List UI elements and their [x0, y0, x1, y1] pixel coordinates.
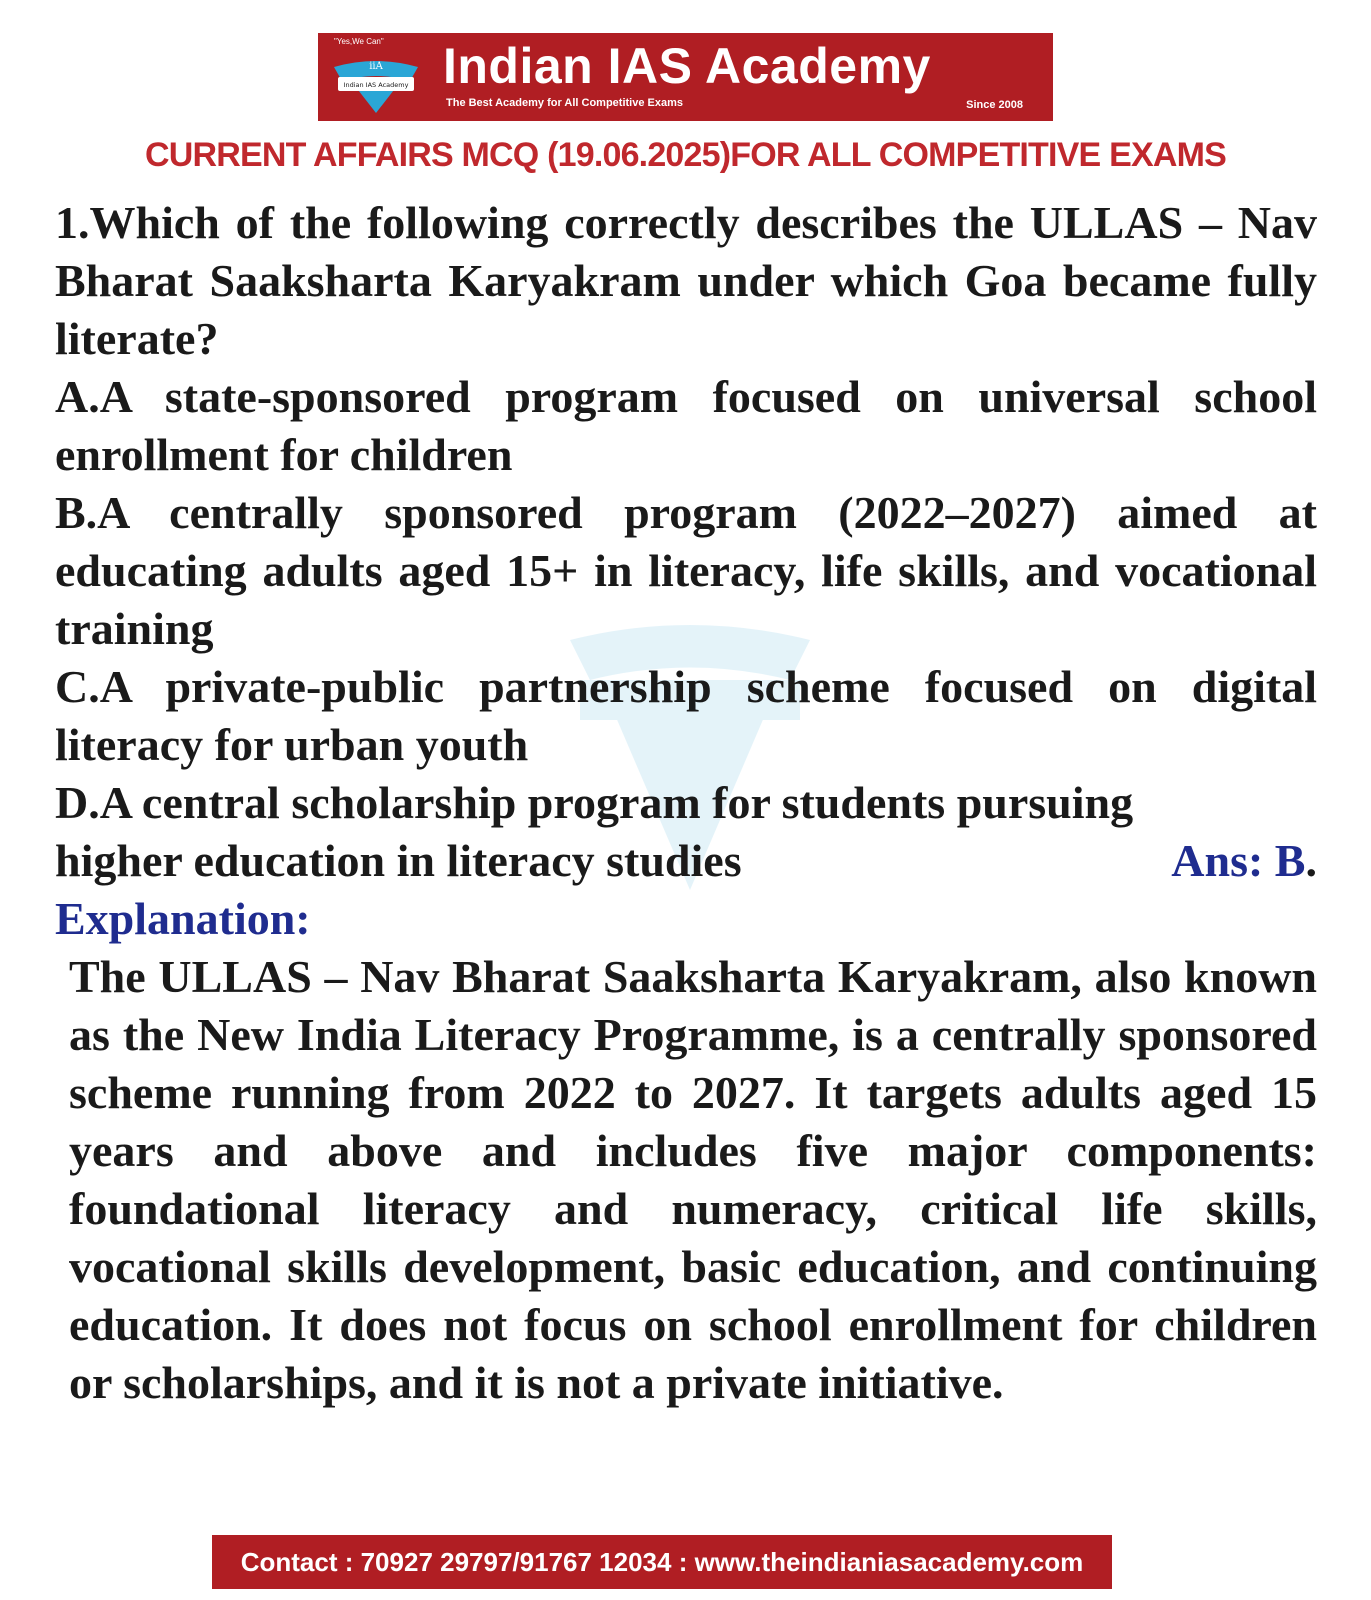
- option-c: C.A private-public partnership scheme focused on digital literacy for urban youth: [55, 661, 1317, 770]
- question-text: 1.Which of the following correctly describes the ULLAS – Nav Bharat Saaksharta Karyakram under which Goa became fully literate?: [55, 197, 1317, 364]
- logo-emblem-icon: [326, 47, 426, 117]
- explanation-text: The ULLAS – Nav Bharat Saaksharta Karyakram, also known as the New India Literacy Programme, is a centrally sponsored scheme running from 2022 to 2027. It targets adults aged 15 years and above and includes five major components: foundational literacy and numeracy, critical life skills, vocational skills development, basic education, and continuing education. It does not focus on school enrollment for children or scholarships, and it is not a private initiative.: [69, 951, 1317, 1408]
- contact-footer: [212, 1535, 1112, 1589]
- logo-letters: iiA: [369, 61, 383, 72]
- academy-since: Since 2008: [966, 99, 1023, 111]
- answer-text: Ans: B: [1171, 835, 1306, 886]
- option-d-answer-line: [55, 832, 1317, 890]
- header-banner: [318, 33, 1053, 121]
- mcq-content: [55, 194, 1317, 1412]
- page-subtitle: CURRENT AFFAIRS MCQ (19.06.2025)FOR ALL COMPETITIVE EXAMS: [145, 136, 1226, 174]
- explanation-heading: Explanation:: [55, 893, 311, 944]
- academy-logo: [326, 37, 426, 117]
- logo-motto: "Yes,We Can": [334, 37, 384, 46]
- option-d-line1: D.A central scholarship program for students pursuing: [55, 777, 1134, 828]
- academy-title: Indian IAS Academy: [443, 38, 931, 94]
- answer-label: [1171, 832, 1317, 890]
- academy-tagline: The Best Academy for All Competitive Exams: [446, 97, 683, 109]
- option-d: [55, 774, 1317, 832]
- logo-caption: Indian IAS Academy: [343, 81, 409, 89]
- answer-dot: .: [1305, 835, 1317, 886]
- option-b: B.A centrally sponsored program (2022–2027) aimed at educating adults aged 15+ in literacy, life skills, and vocational training: [55, 487, 1317, 654]
- contact-text: Contact : 70927 29797/91767 12034 : www.theindianiasacademy.com: [240, 1547, 1084, 1577]
- option-d-line2: higher education in literacy studies: [55, 835, 742, 886]
- option-a: A.A state-sponsored program focused on universal school enrollment for children: [55, 371, 1317, 480]
